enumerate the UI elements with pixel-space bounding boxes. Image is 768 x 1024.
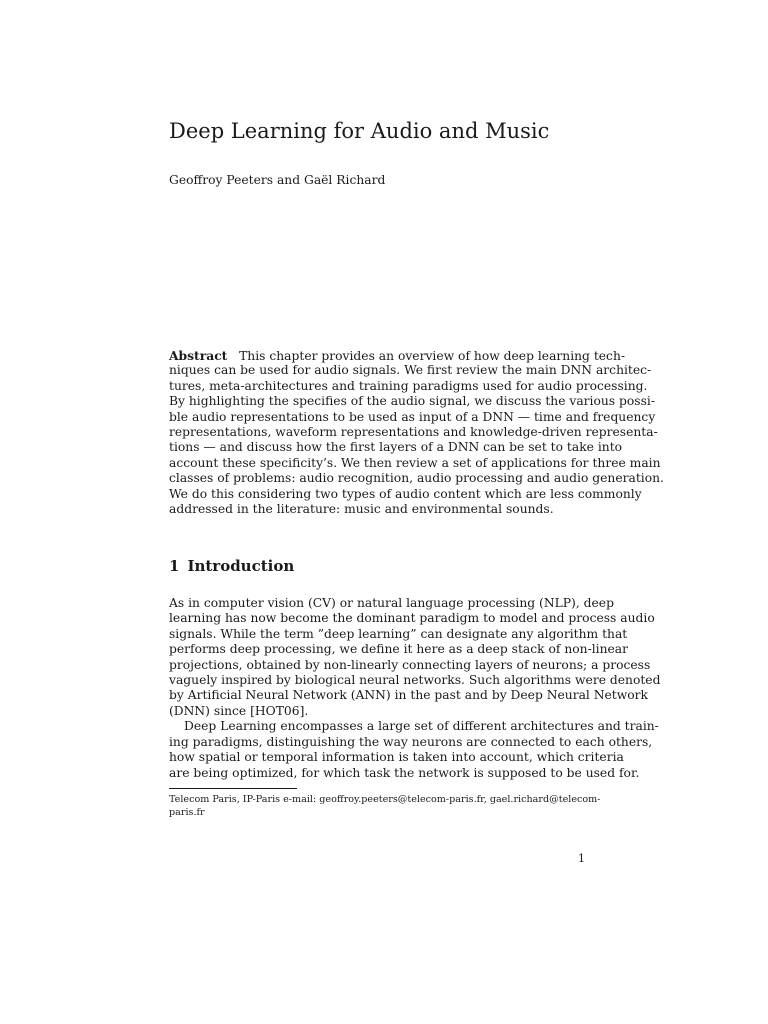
intro-paragraph-1	[169, 596, 661, 719]
paragraph-line: Deep Learning encompasses a large set of different architectures and train-	[184, 719, 659, 734]
abstract-line: By highlighting the specifies of the audio signal, we discuss the various possi-	[169, 394, 656, 409]
footnote-line: paris.fr	[169, 807, 205, 818]
section-title: Introduction	[187, 557, 295, 575]
abstract-line: addressed in the literature: music and environmental sounds.	[169, 502, 554, 517]
abstract-line: niques can be used for audio signals. We first review the main DNN architec-	[169, 363, 652, 378]
paragraph-line: learning has now become the dominant paradigm to model and process audio	[169, 611, 655, 626]
paragraph-line: (DNN) since [HOT06].	[169, 703, 309, 718]
paper-title: Deep Learning for Audio and Music	[169, 119, 550, 143]
abstract-line: tions — and discuss how the first layers of a DNN can be set to take into	[169, 440, 623, 455]
paragraph-line: ing paradigms, distinguishing the way neurons are connected to each others,	[169, 734, 653, 749]
paragraph-line: by Artificial Neural Network (ANN) in the past and by Deep Neural Network	[169, 688, 648, 703]
abstract-line: tures, meta-architectures and training paradigms used for audio processing.	[169, 378, 648, 393]
section-number: 1	[169, 557, 180, 575]
affiliation-footnote	[169, 793, 601, 819]
abstract-line: classes of problems: audio recognition, audio processing and audio generation.	[169, 471, 664, 486]
paragraph-line: how spatial or temporal information is taken into account, which criteria	[169, 750, 624, 765]
paragraph-line: As in computer vision (CV) or natural language processing (NLP), deep	[169, 596, 614, 610]
intro-paragraph-2	[169, 719, 659, 781]
paragraph-line: performs deep processing, we define it here as a deep stack of non-linear	[169, 642, 629, 657]
abstract-line: representations, waveform representations and knowledge-driven representa-	[169, 425, 658, 440]
section-heading	[169, 555, 585, 577]
footnote-divider	[169, 788, 297, 789]
page-number: 1	[578, 852, 585, 865]
footnote-line: Telecom Paris, IP-Paris e-mail: geoffroy.peeters@telecom-paris.fr, gael.richard@telecom-	[169, 794, 601, 805]
paragraph-line: are being optimized, for which task the network is supposed to be used for.	[169, 765, 640, 780]
abstract-line-text: This chapter provides an overview of how deep learning tech-	[239, 349, 626, 363]
abstract-label: Abstract	[169, 348, 228, 363]
abstract-line: ble audio representations to be used as input of a DNN — time and frequency	[169, 409, 656, 424]
abstract-block	[169, 348, 664, 517]
paragraph-line: projections, obtained by non-linearly connecting layers of neurons; a process	[169, 657, 651, 672]
paragraph-line: signals. While the term ”deep learning” can designate any algorithm that	[169, 626, 628, 641]
abstract-line: We do this considering two types of audio content which are less commonly	[169, 486, 642, 501]
author-line: Geoffroy Peeters and Gaël Richard	[169, 173, 386, 187]
abstract-line: account these specificity’s. We then review a set of applications for three main	[169, 455, 661, 470]
abstract-line	[169, 348, 626, 363]
paragraph-line: vaguely inspired by biological neural networks. Such algorithms were denoted	[169, 673, 661, 688]
